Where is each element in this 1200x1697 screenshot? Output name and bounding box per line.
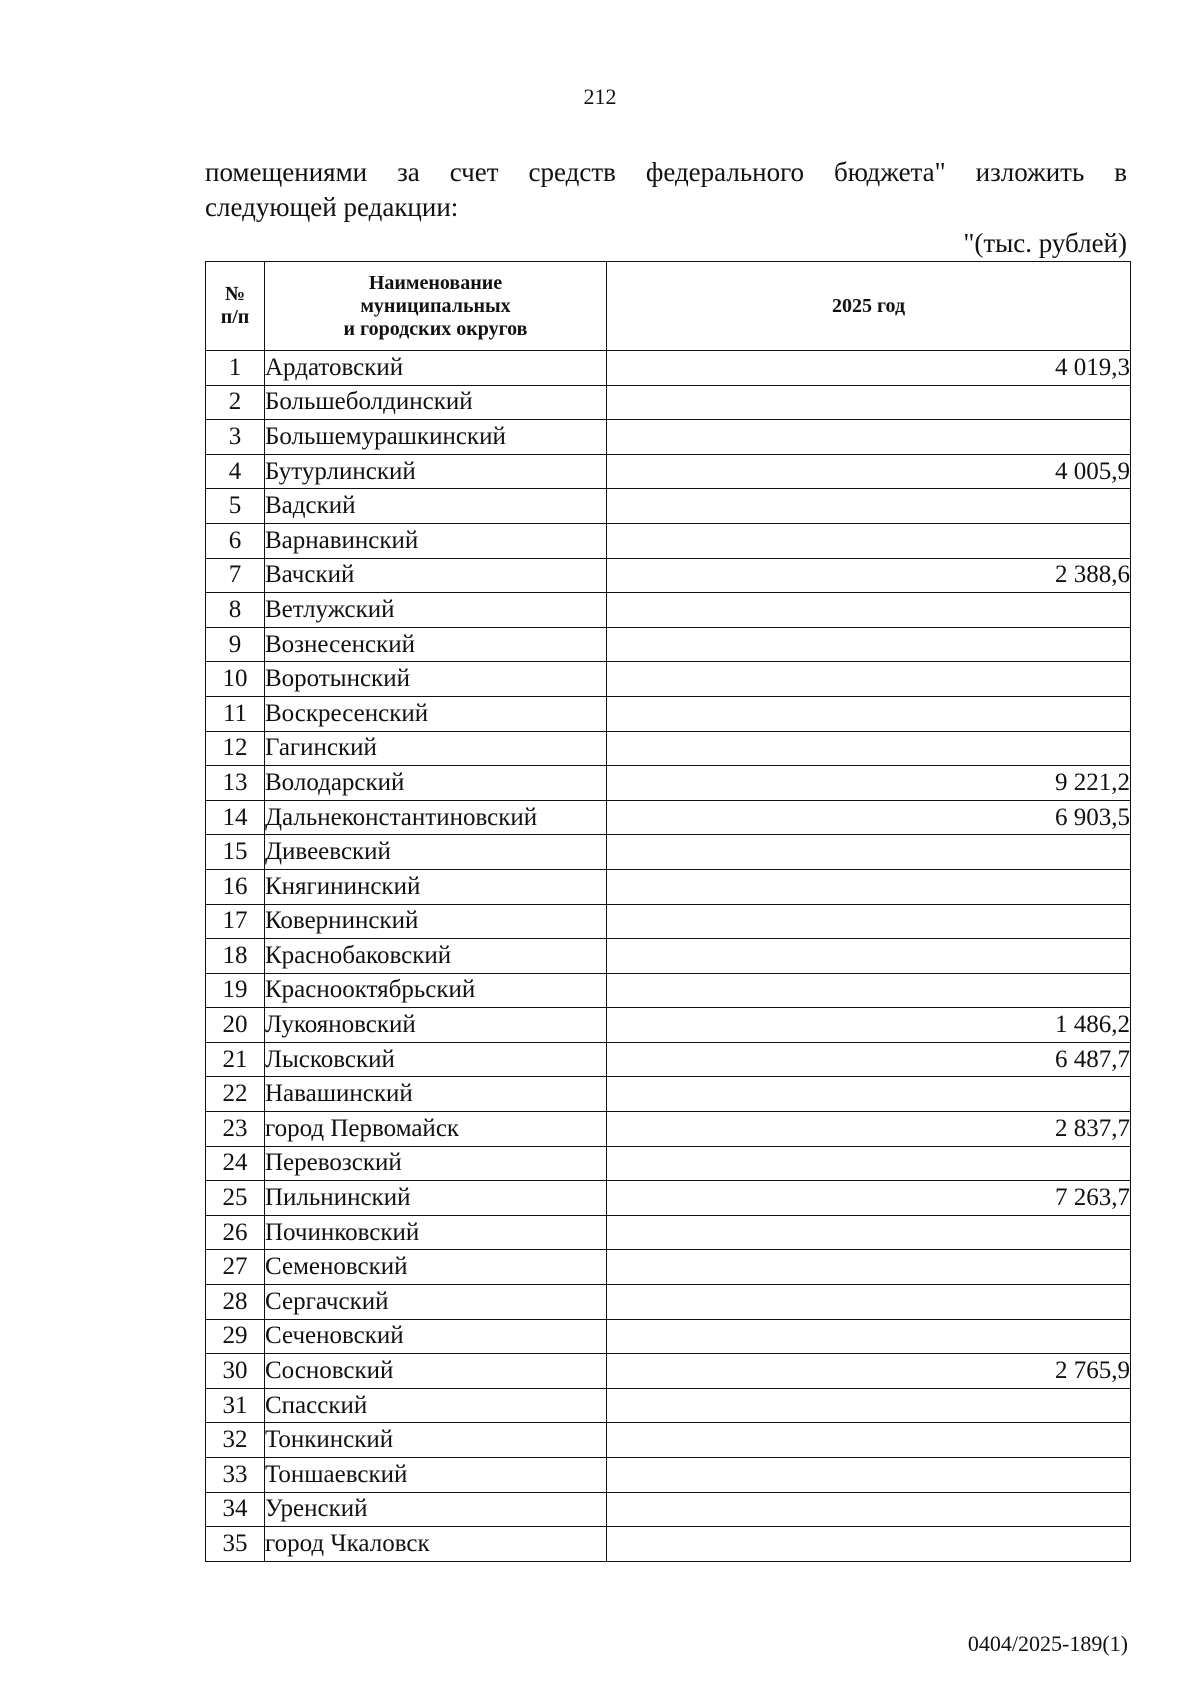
table-row (206, 904, 1131, 939)
row-value (607, 1527, 1131, 1562)
row-value (607, 1077, 1131, 1112)
row-number: 20 (206, 1008, 265, 1043)
table-row (206, 1492, 1131, 1527)
table-row (206, 662, 1131, 697)
row-value (607, 1250, 1131, 1285)
header-name (265, 262, 607, 351)
table-row (206, 835, 1131, 870)
row-name: Пильнинский (265, 1181, 607, 1216)
header-year: 2025 год (607, 262, 1131, 351)
row-name: Дивеевский (265, 835, 607, 870)
row-number: 14 (206, 800, 265, 835)
row-name: Гагинский (265, 731, 607, 766)
row-value: 7 263,7 (607, 1181, 1131, 1216)
row-name: Дальнеконстантиновский (265, 800, 607, 835)
row-number: 4 (206, 454, 265, 489)
table-body (206, 351, 1131, 1562)
row-name: Большемурашкинский (265, 420, 607, 455)
row-name: Вознесенский (265, 627, 607, 662)
header-number-line: п/п (220, 306, 250, 328)
row-number: 28 (206, 1285, 265, 1320)
row-value (607, 627, 1131, 662)
row-number: 5 (206, 489, 265, 524)
table-row (206, 800, 1131, 835)
row-value (607, 1388, 1131, 1423)
page-number: 212 (583, 84, 617, 109)
row-value (607, 662, 1131, 697)
table-row (206, 351, 1131, 386)
table-row (206, 1388, 1131, 1423)
row-name: Сергачский (265, 1285, 607, 1320)
row-name: Краснооктябрьский (265, 973, 607, 1008)
row-name: Большеболдинский (265, 385, 607, 420)
table-row (206, 939, 1131, 974)
table-row (206, 1285, 1131, 1320)
row-number: 7 (206, 558, 265, 593)
table-row (206, 1042, 1131, 1077)
row-name: Лысковский (265, 1042, 607, 1077)
table-row (206, 1319, 1131, 1354)
row-name: Ковернинский (265, 904, 607, 939)
table-row (206, 1250, 1131, 1285)
row-name: Ветлужский (265, 593, 607, 628)
header-name-line: и городских округов (343, 317, 528, 340)
intro-line-2: следующей редакции: (205, 192, 459, 222)
row-name: Краснобаковский (265, 939, 607, 974)
row-name: Варнавинский (265, 523, 607, 558)
budget-table (205, 261, 1131, 1562)
table-row (206, 558, 1131, 593)
row-number: 8 (206, 593, 265, 628)
row-name: Вадский (265, 489, 607, 524)
table-header-row (206, 262, 1131, 351)
row-name: Княгининский (265, 869, 607, 904)
header-name-line: муниципальных (360, 294, 511, 317)
table-row (206, 1354, 1131, 1389)
row-number: 30 (206, 1354, 265, 1389)
row-value (607, 1215, 1131, 1250)
row-number: 15 (206, 835, 265, 870)
row-name: Спасский (265, 1388, 607, 1423)
table-row (206, 454, 1131, 489)
row-number: 22 (206, 1077, 265, 1112)
row-number: 12 (206, 731, 265, 766)
row-number: 33 (206, 1458, 265, 1493)
intro-paragraph (205, 155, 1127, 225)
row-name: Бутурлинский (265, 454, 607, 489)
table-row (206, 1215, 1131, 1250)
row-value: 9 221,2 (607, 766, 1131, 801)
row-value (607, 1423, 1131, 1458)
unit-note: "(тыс. рублей) (963, 228, 1127, 258)
table-row (206, 420, 1131, 455)
row-name: Лукояновский (265, 1008, 607, 1043)
row-value: 2 765,9 (607, 1354, 1131, 1389)
row-name: город Чкаловск (265, 1527, 607, 1562)
header-number-line: № (224, 283, 246, 305)
table-row (206, 1112, 1131, 1147)
row-value (607, 1492, 1131, 1527)
row-value: 6 903,5 (607, 800, 1131, 835)
row-value (607, 1458, 1131, 1493)
row-name: Уренский (265, 1492, 607, 1527)
row-number: 3 (206, 420, 265, 455)
row-number: 16 (206, 869, 265, 904)
row-name: Сосновский (265, 1354, 607, 1389)
row-name: Тоншаевский (265, 1458, 607, 1493)
row-number: 19 (206, 973, 265, 1008)
table-row (206, 1423, 1131, 1458)
row-number: 27 (206, 1250, 265, 1285)
table-row (206, 1077, 1131, 1112)
row-value (607, 523, 1131, 558)
row-number: 26 (206, 1215, 265, 1250)
row-number: 11 (206, 696, 265, 731)
table-row (206, 627, 1131, 662)
row-number: 34 (206, 1492, 265, 1527)
table-row (206, 1146, 1131, 1181)
table-row (206, 489, 1131, 524)
table-row (206, 1008, 1131, 1043)
table-row (206, 766, 1131, 801)
row-value: 1 486,2 (607, 1008, 1131, 1043)
row-name: Перевозский (265, 1146, 607, 1181)
row-value (607, 593, 1131, 628)
row-value (607, 904, 1131, 939)
row-value (607, 385, 1131, 420)
document-code: 0404/2025-189(1) (967, 1631, 1128, 1656)
table-row (206, 593, 1131, 628)
table-row (206, 696, 1131, 731)
row-number: 2 (206, 385, 265, 420)
row-number: 1 (206, 351, 265, 386)
row-number: 18 (206, 939, 265, 974)
row-number: 10 (206, 662, 265, 697)
row-value (607, 835, 1131, 870)
row-name: Тонкинский (265, 1423, 607, 1458)
row-value (607, 420, 1131, 455)
table-row (206, 385, 1131, 420)
row-number: 9 (206, 627, 265, 662)
row-value (607, 1319, 1131, 1354)
row-value (607, 973, 1131, 1008)
row-name: Ардатовский (265, 351, 607, 386)
row-number: 24 (206, 1146, 265, 1181)
row-name: Воскресенский (265, 696, 607, 731)
row-value: 2 837,7 (607, 1112, 1131, 1147)
row-name: Володарский (265, 766, 607, 801)
table-row (206, 1181, 1131, 1216)
row-name: город Первомайск (265, 1112, 607, 1147)
row-value (607, 696, 1131, 731)
row-number: 13 (206, 766, 265, 801)
row-number: 17 (206, 904, 265, 939)
row-number: 35 (206, 1527, 265, 1562)
header-name-line: Наименование (368, 271, 503, 294)
table-row (206, 523, 1131, 558)
table-row (206, 973, 1131, 1008)
row-number: 21 (206, 1042, 265, 1077)
row-number: 23 (206, 1112, 265, 1147)
table-row (206, 869, 1131, 904)
row-number: 25 (206, 1181, 265, 1216)
row-name: Вачский (265, 558, 607, 593)
row-value: 2 388,6 (607, 558, 1131, 593)
row-number: 29 (206, 1319, 265, 1354)
row-value (607, 489, 1131, 524)
row-name: Воротынский (265, 662, 607, 697)
row-value: 4 019,3 (607, 351, 1131, 386)
row-value: 4 005,9 (607, 454, 1131, 489)
row-number: 31 (206, 1388, 265, 1423)
row-value (607, 1146, 1131, 1181)
row-name: Семеновский (265, 1250, 607, 1285)
table-row (206, 731, 1131, 766)
row-value (607, 869, 1131, 904)
row-name: Починковский (265, 1215, 607, 1250)
row-name: Навашинский (265, 1077, 607, 1112)
row-value (607, 939, 1131, 974)
row-value (607, 1285, 1131, 1320)
header-number (206, 262, 265, 351)
intro-line-1: помещениями за счет средств федерального бюджета" изложить в (205, 157, 1127, 187)
row-name: Сеченовский (265, 1319, 607, 1354)
table-row (206, 1527, 1131, 1562)
row-value (607, 731, 1131, 766)
table-row (206, 1458, 1131, 1493)
row-value: 6 487,7 (607, 1042, 1131, 1077)
row-number: 32 (206, 1423, 265, 1458)
row-number: 6 (206, 523, 265, 558)
